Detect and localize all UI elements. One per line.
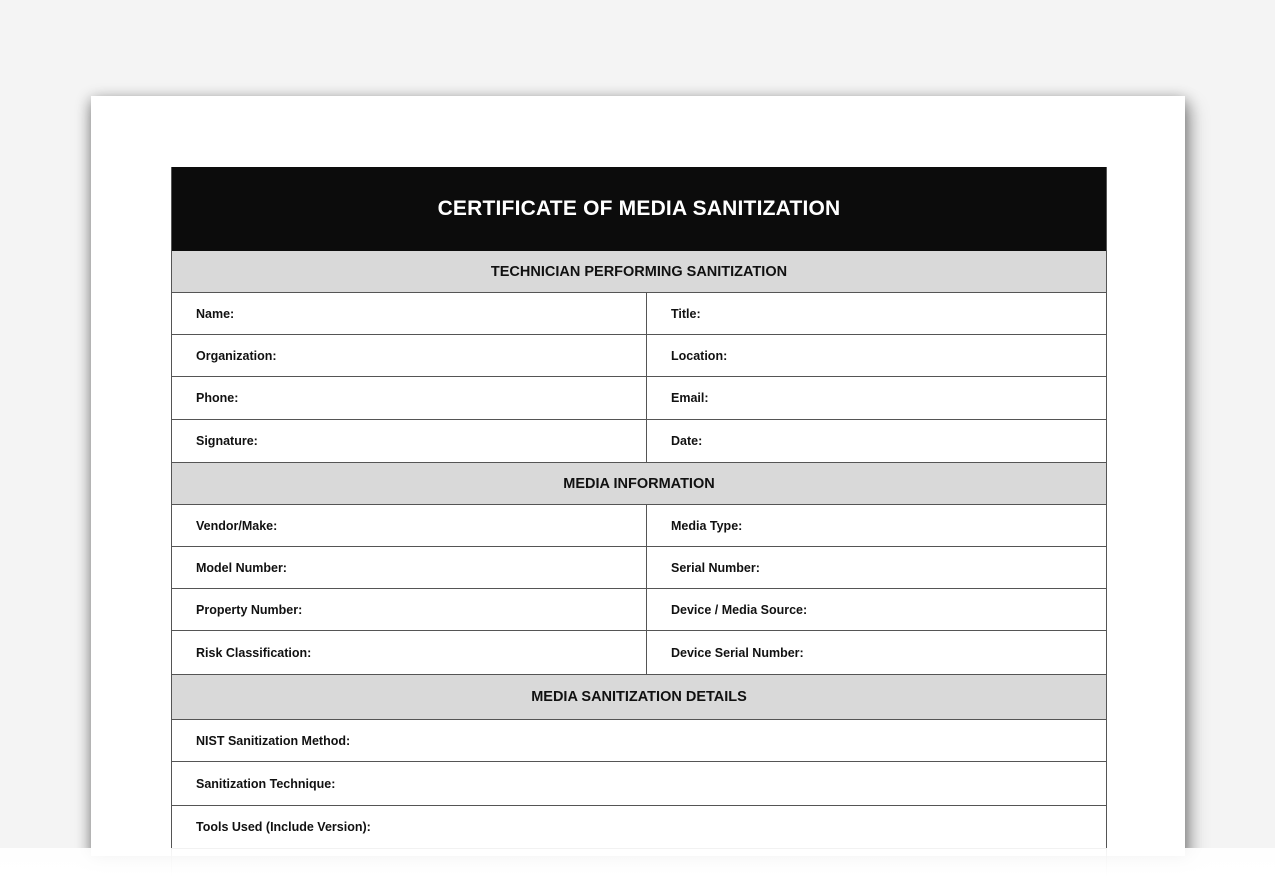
organization-field[interactable]: Organization: xyxy=(172,335,647,376)
device-media-source-field[interactable]: Device / Media Source: xyxy=(671,602,808,617)
name-field[interactable]: Name: xyxy=(172,293,647,334)
section-header-details: MEDIA SANITIZATION DETAILS xyxy=(172,675,1106,720)
form-row xyxy=(172,806,1106,849)
device-serial-number-field[interactable]: Device Serial Number: xyxy=(671,645,804,660)
form-row xyxy=(172,720,1106,762)
title-field[interactable]: Title: xyxy=(671,306,701,321)
serial-number-field[interactable]: Serial Number: xyxy=(671,560,760,575)
date-field[interactable]: Date: xyxy=(671,434,703,448)
section-header-media: MEDIA INFORMATION xyxy=(172,463,1106,505)
form-row xyxy=(172,631,1106,675)
form-row xyxy=(172,377,1106,420)
form-row xyxy=(172,335,1106,377)
form-row xyxy=(172,293,1106,335)
sanitization-technique-field[interactable]: Sanitization Technique: xyxy=(196,776,336,791)
nist-method-field[interactable]: NIST Sanitization Method: xyxy=(196,733,351,748)
media-type-field[interactable]: Media Type: xyxy=(671,518,743,533)
document-page xyxy=(91,96,1185,856)
form-row xyxy=(172,762,1106,806)
signature-field[interactable]: Signature: xyxy=(172,420,647,462)
location-field[interactable]: Location: xyxy=(671,348,728,363)
bottom-fade xyxy=(0,848,1275,896)
form-row xyxy=(172,505,1106,547)
form-row xyxy=(172,420,1106,463)
tools-used-field[interactable]: Tools Used (Include Version): xyxy=(196,820,371,834)
email-field[interactable]: Email: xyxy=(671,391,709,405)
section-header-technician: TECHNICIAN PERFORMING SANITIZATION xyxy=(172,251,1106,293)
risk-classification-field[interactable]: Risk Classification: xyxy=(172,631,647,674)
model-number-field[interactable]: Model Number: xyxy=(172,547,647,588)
certificate-form xyxy=(171,167,1107,892)
form-row xyxy=(172,547,1106,589)
form-row xyxy=(172,589,1106,631)
form-title: CERTIFICATE OF MEDIA SANITIZATION xyxy=(172,167,1106,251)
phone-field[interactable]: Phone: xyxy=(172,377,647,419)
vendor-make-field[interactable]: Vendor/Make: xyxy=(172,505,647,546)
property-number-field[interactable]: Property Number: xyxy=(172,589,647,630)
